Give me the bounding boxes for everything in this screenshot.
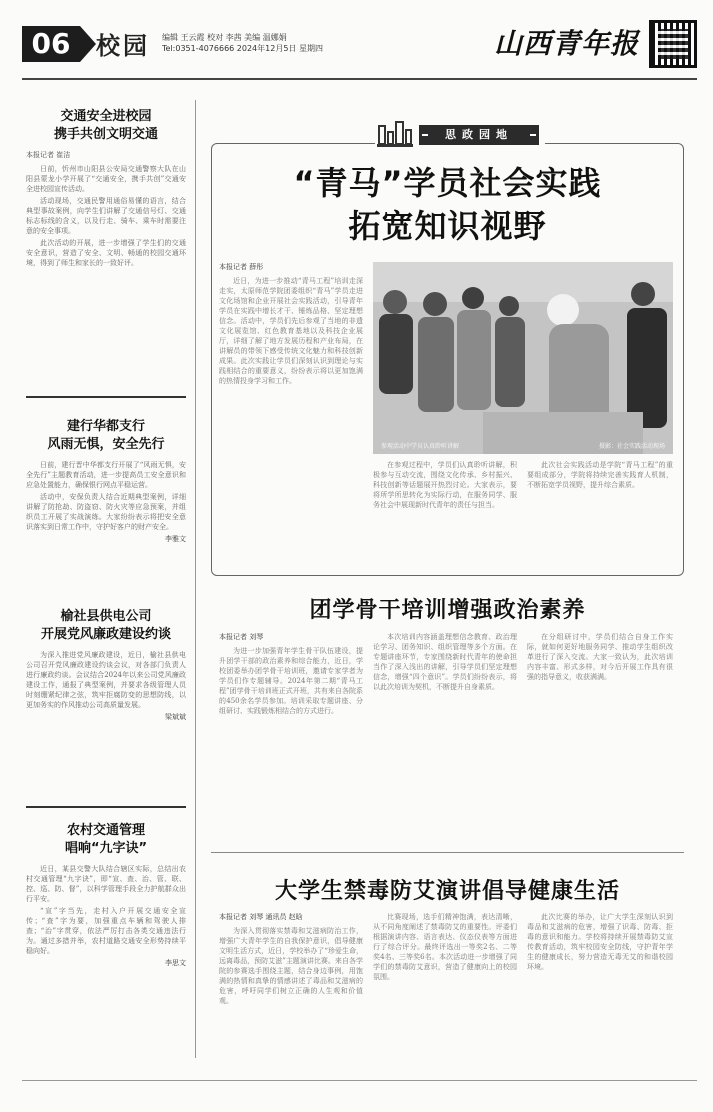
title-line: 携手共创文明交通 xyxy=(53,127,158,142)
photo-credit: 摄影：社会实践活动现场 xyxy=(598,443,665,450)
article-column xyxy=(219,926,363,1074)
paragraph: 此次比赛的举办，让广大学生深刻认识到毒品和艾滋病的危害，增强了识毒、防毒、拒毒的意识和能力。学校将持续开展禁毒防艾宣传教育活动，筑牢校园安全防线，守护青年学生的健康成长，努力营造无毒无艾的和谐校园环境。 xyxy=(527,913,673,971)
editors-line: 编辑 王云霞 校对 李茜 美编 温娜娟 xyxy=(162,33,287,42)
article-body xyxy=(26,864,186,956)
article-body xyxy=(26,460,186,532)
byline: 本报记者 薛彤 xyxy=(219,263,264,271)
section-name: 校园 xyxy=(96,31,150,60)
paragraph: 为进一步加强青年学生骨干队伍建设，提升团学干部的政治素养和综合能力，近日，学校团委举办团学骨干培训班，邀请专家学者为学员们作专题辅导。2024年第二期“青马工程”团学骨干培训班正式开班，共有来自各院系的450余名学员参加。培训采取专题讲座、分组研讨、实践锻炼相结合的方式进行。 xyxy=(219,647,363,715)
signature: 梁斌斌 xyxy=(165,713,186,721)
divider xyxy=(211,852,684,853)
paragraph: 在分组研讨中，学员们结合自身工作实际，就如何更好地服务同学、推动学生组织改革进行了深入交流。大家一致认为，此次培训内容丰富、形式多样，对今后开展工作具有很强的指导意义，收获满满。 xyxy=(527,633,673,681)
article-title xyxy=(26,418,186,454)
signature: 李雅文 xyxy=(165,535,186,543)
header-divider xyxy=(22,78,697,80)
article-column xyxy=(373,912,517,1074)
paragraph: 在参观过程中，学员们认真聆听讲解，积极参与互动交流，围绕文化传承、乡村振兴、科技创新等话题展开热烈讨论。大家表示，要将所学所思转化为实际行动，在服务同学、服务社会中展现新时代青年的责任与担当。 xyxy=(373,461,517,509)
title-line: 开展党风廉政建设约谈 xyxy=(40,627,171,642)
news-photo xyxy=(373,262,673,454)
title-line: 风雨无惧，安全先行 xyxy=(47,437,165,452)
qr-code-icon[interactable] xyxy=(649,20,697,68)
divider xyxy=(26,806,186,808)
paragraph: 此次社会实践活动是学院“青马工程”的重要组成部分，学院将持续完善实践育人机制，不断拓宽学员视野，提升综合素质。 xyxy=(527,461,673,489)
article-title xyxy=(26,108,186,144)
paragraph: 为深入推进党风廉政建设，近日，榆社县供电公司召开党风廉政建设约谈会议，对各部门负责人进行廉政约谈。会议结合2024年以来公司党风廉政建设工作，通报了典型案例，并要求各级管理人员时刻绷紧纪律之弦，筑牢拒腐防变的思想防线，以更加务实的作风推动公司高质量发展。 xyxy=(26,651,186,709)
divider xyxy=(26,396,186,398)
footer-divider xyxy=(22,1080,697,1081)
students-visit-image xyxy=(373,262,673,454)
paragraph: 比赛现场，选手们精神饱满，表达清晰，从不同角度阐述了禁毒防艾的重要性。评委们根据演讲内容、语言表达、仪态仪表等方面进行了综合评分。最终评选出一等奖2名、二等奖4名、三等奖6名。本次活动进一步增强了同学们的禁毒防艾意识，营造了健康向上的校园氛围。 xyxy=(373,913,517,981)
sidebar-column xyxy=(26,100,186,1060)
article-column xyxy=(373,632,517,846)
sidebar-article xyxy=(26,418,186,544)
column-divider xyxy=(195,100,196,1058)
article-column xyxy=(527,460,673,572)
date-line: Tel:0351-4076666 2024年12月5日 星期四 xyxy=(162,44,323,53)
paragraph: 活动现场，交通民警用通俗易懂的语言，结合典型事故案例，向学生们讲解了交通信号灯、交通标志标线的含义，以及行走、骑车、乘车时需要注意的安全事项。 xyxy=(26,197,186,235)
byline: 本报记者 刘琴 通讯员 赵晗 xyxy=(219,913,303,921)
title-line: 农村交通管理 xyxy=(66,823,145,838)
paragraph: 此次活动的开展，进一步增强了学生们的交通安全意识，营造了安全、文明、畅通的校园交通环境，得到了师生和家长的一致好评。 xyxy=(26,239,186,267)
headline xyxy=(211,162,684,248)
byline: 本报记者 崔洁 xyxy=(26,151,71,159)
paragraph: 本次培训内容涵盖理想信念教育、政治理论学习、团务知识、组织管理等多个方面。在专题讲座环节，专家围绕新时代青年的使命担当作了深入浅出的讲解，引导学员们坚定理想信念，增强“四个意识”。学员们纷纷表示，将以此次培训为契机，不断提升自身素质。 xyxy=(373,633,517,691)
article-column xyxy=(219,646,363,846)
headline-line: “青马”学员社会实践 xyxy=(293,164,602,202)
title-line: 唱响“九字诀” xyxy=(64,841,148,856)
sidebar-article xyxy=(26,822,186,968)
paragraph: 为深入贯彻落实禁毒和艾滋病防治工作，增强广大青年学生的自我保护意识，倡导健康文明生活方式，近日，学校举办了“珍爱生命，远离毒品，预防艾滋”主题演讲比赛。来自各学院的参赛选手围绕主题，结合身边事例，用饱满的热情和真挚的情感讲述了毒品和艾滋病的危害，呼吁同学们树立正确的人生观和价值观。 xyxy=(219,927,363,1005)
sidebar-article xyxy=(26,108,186,270)
paragraph: “宣”字当先，走村入户开展交通安全宣传；“查”字为要，加强重点车辆和驾驶人排查；“治”字贯穿，依法严厉打击各类交通违法行为。通过多措并举，农村道路交通安全形势持续平稳向好。 xyxy=(26,907,186,955)
article-column xyxy=(219,276,363,572)
page-number: 06 xyxy=(22,26,80,62)
byline: 本报记者 刘琴 xyxy=(219,633,264,641)
article-body xyxy=(26,164,186,268)
title-line: 交通安全进校园 xyxy=(60,109,152,124)
paragraph: 近日，某县交警大队结合辖区实际，总结出农村交通管理“九字诀”，即“宣、查、治、管、联、控、巡、防、督”，以科学管理手段全力护航群众出行平安。 xyxy=(26,865,186,903)
paragraph: 活动中，安保负责人结合近期典型案例，详细讲解了防抢劫、防盗窃、防火灾等应急预案，并组织员工开展了实战演练。大家纷纷表示将把安全意识落实到日常工作中，守护好客户的财产安全。 xyxy=(26,493,186,531)
article-column xyxy=(527,912,673,1074)
section-banner xyxy=(375,118,545,150)
editors-info xyxy=(162,32,323,54)
article-headline: 大学生禁毒防艾演讲倡导健康生活 xyxy=(274,879,620,904)
headline-line: 拓宽知识视野 xyxy=(348,207,547,245)
photo-caption: 参观活动中学员认真聆听讲解 xyxy=(381,443,460,450)
building-icon xyxy=(375,118,415,148)
article-title xyxy=(26,822,186,858)
article-title xyxy=(26,608,186,644)
article-body xyxy=(26,650,186,710)
title-line: 建行华都支行 xyxy=(66,419,145,434)
paragraph: 近日，为进一步推动“青马工程”培训走深走实，太原师范学院团委组织“青马”学员走进文化场馆和企业开展社会实践活动，引导青年学员在实践中增长才干、锤炼品格、坚定理想信念。活动中，学员们先后参观了当地的非遗文化展览馆、红色教育基地以及科技企业展厅，详细了解了地方发展历程和产业布局，在讲解员的带领下感受传统文化魅力和科技创新成果。此次实践让学员们深刻认识到理论与实践相结合的重要意义，纷纷表示将以更加饱满的热情投身学习和工作。 xyxy=(219,277,363,385)
article-column xyxy=(373,460,517,572)
paragraph: 日前，建行晋中华都支行开展了“风雨无惧，安全先行”主题教育活动，进一步提高员工安全意识和应急处置能力，确保银行网点平稳运营。 xyxy=(26,461,186,489)
masthead-logo: 山西青年报 xyxy=(493,27,639,60)
article-column xyxy=(527,632,673,846)
title-line: 榆社县供电公司 xyxy=(60,609,152,624)
banner-label: 思政园地 xyxy=(419,125,539,145)
article-headline: 团学骨干培训增强政治素养 xyxy=(309,598,586,623)
paragraph: 日前，忻州市山阳县公安局交通警察大队在山阳县蒙龙小学开展了“交通安全，携手共创”交通安全进校园宣传活动。 xyxy=(26,165,186,193)
signature: 李思文 xyxy=(165,959,186,967)
page-header xyxy=(22,18,697,74)
sidebar-article xyxy=(26,608,186,722)
